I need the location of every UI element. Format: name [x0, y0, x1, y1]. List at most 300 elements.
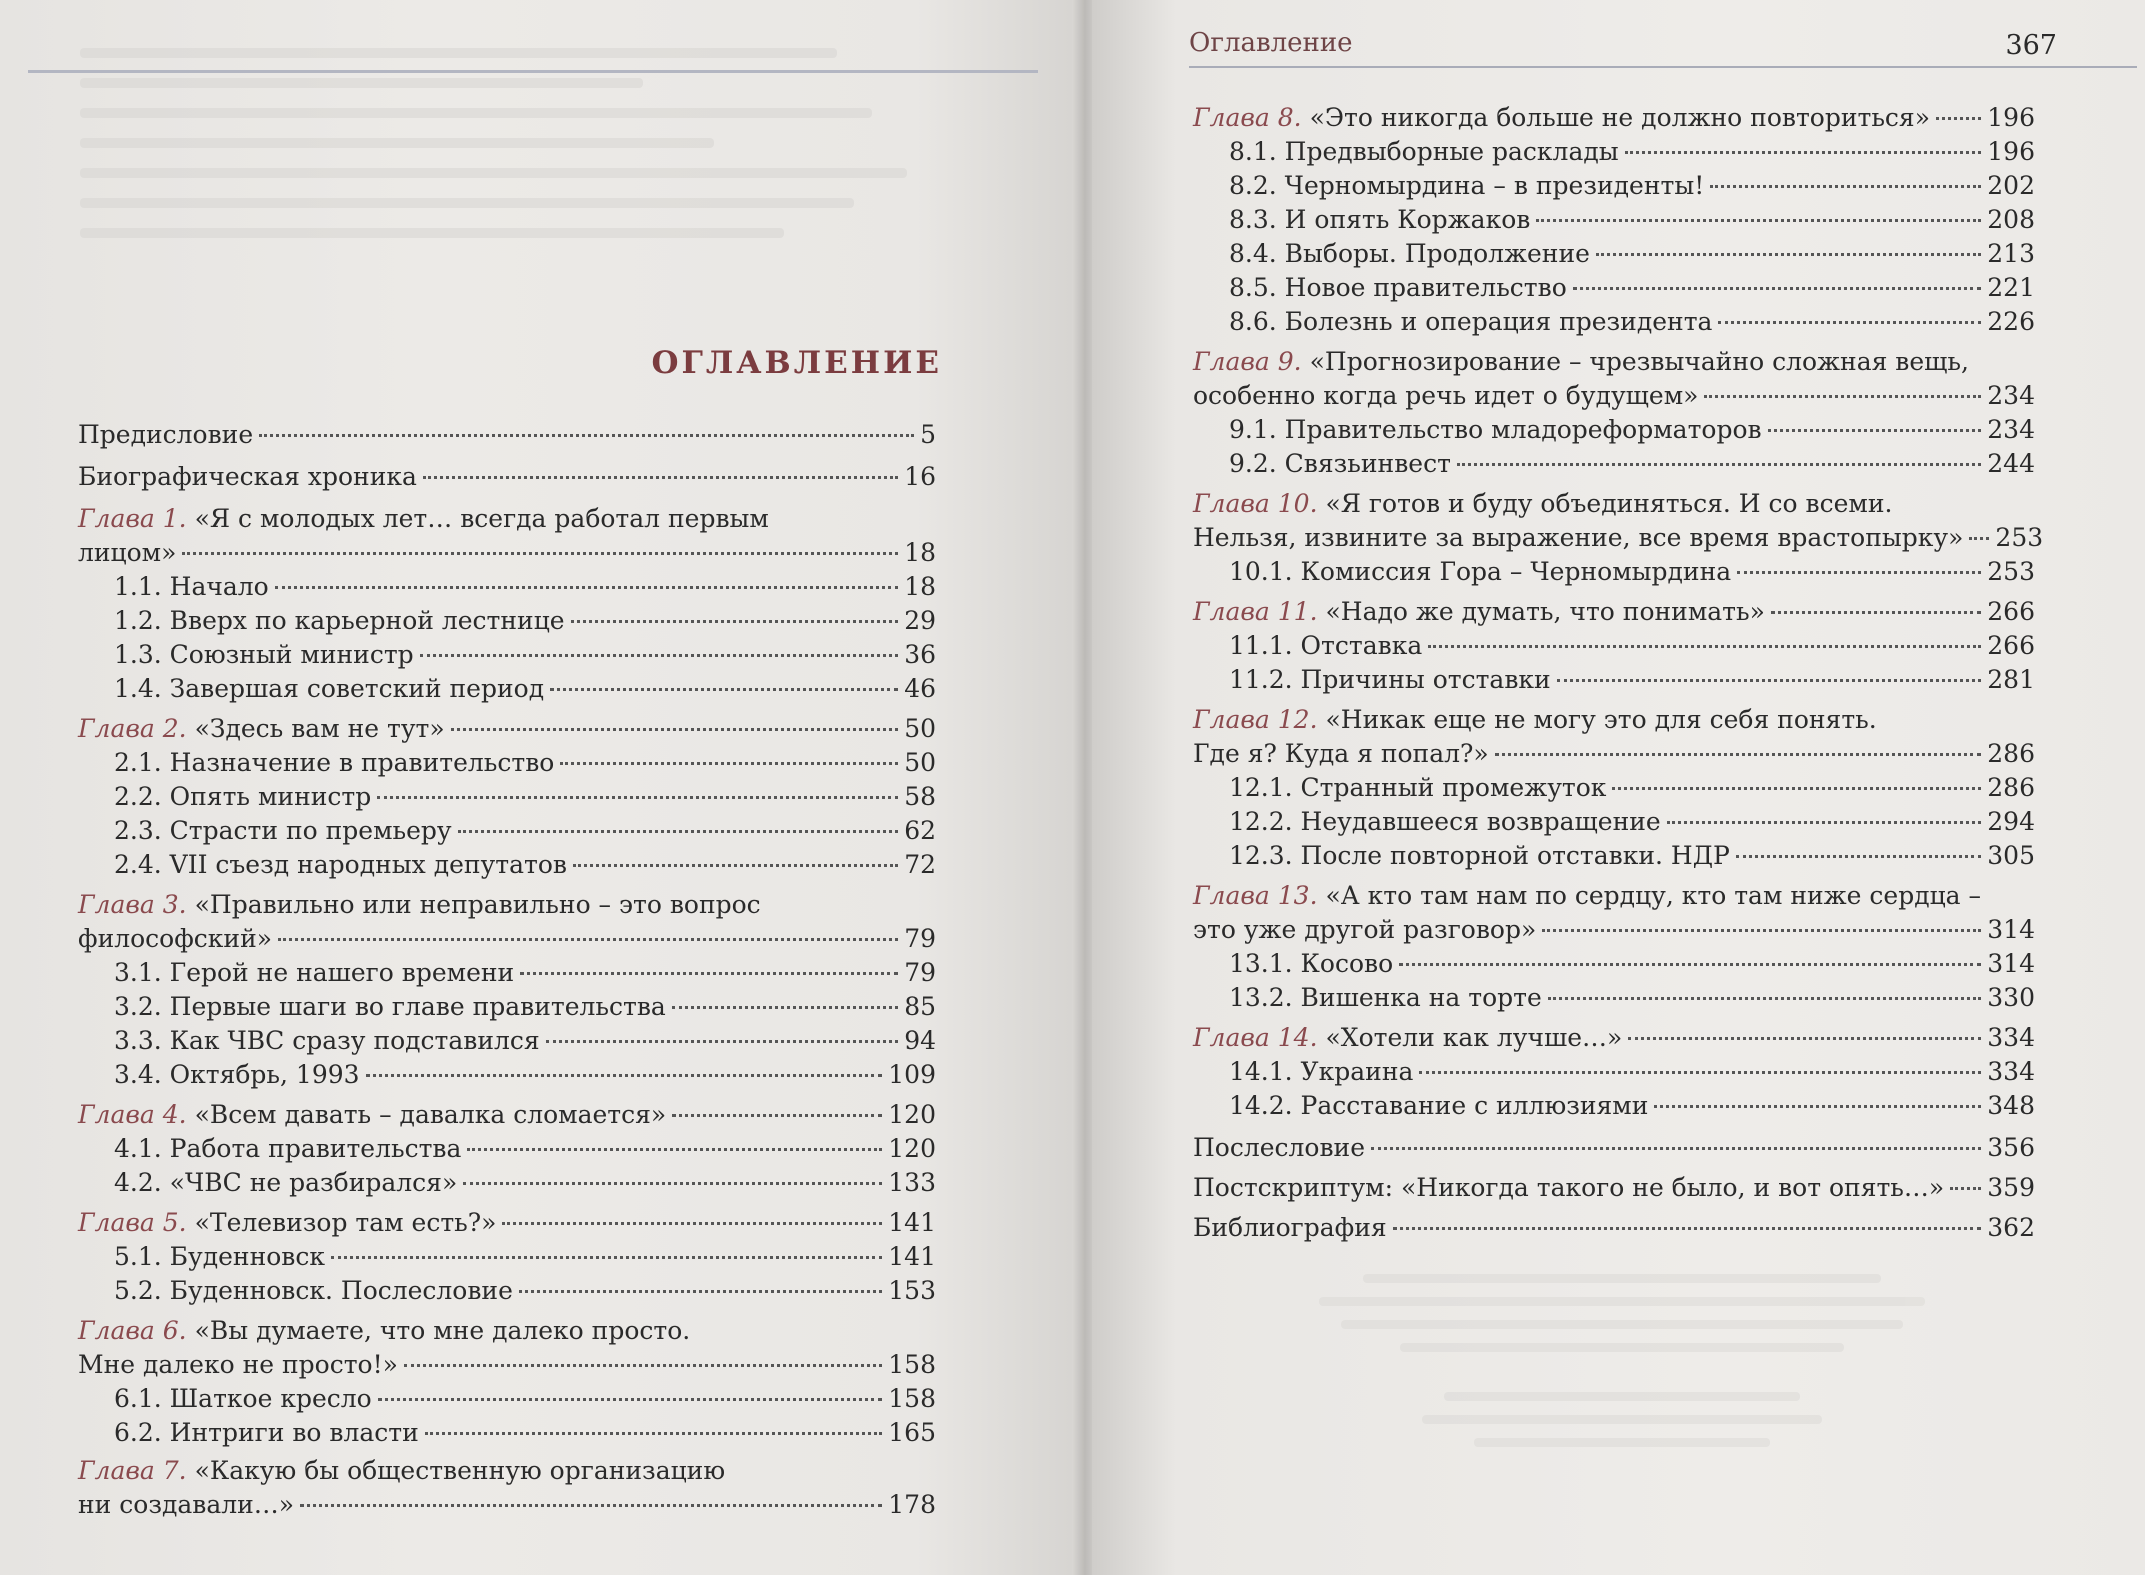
toc-chapter-entry: [1193, 703, 2035, 771]
dot-leader: [1628, 1037, 1981, 1040]
toc-chapter-text: [78, 1098, 666, 1132]
entry-title: Библиография: [1193, 1213, 1387, 1242]
entry-title: 11.1. Отставка: [1229, 631, 1423, 660]
toc-line: [114, 990, 936, 1024]
page-number: 36: [904, 640, 936, 669]
page-number: 178: [888, 1490, 936, 1519]
page-number: 266: [1987, 597, 2035, 626]
toc-chapter-entry: [1193, 879, 2035, 947]
chapter-label: Глава 6.: [78, 1316, 187, 1345]
entry-title: 4.2. «ЧВС не разбирался»: [114, 1168, 458, 1197]
entry-title: Биографическая хроника: [78, 462, 417, 491]
dot-leader: [1393, 1227, 1982, 1230]
entry-title: 1.4. Завершая советский период: [114, 674, 545, 703]
dot-leader: [1596, 253, 1981, 256]
toc-chapter-line: [78, 1488, 936, 1522]
entry-title: 1.2. Вверх по карьерной лестнице: [114, 606, 565, 635]
dot-leader: [1654, 1105, 1981, 1108]
chapter-label: Глава 9.: [1193, 347, 1302, 376]
entry-title: 5.2. Буденновск. Послесловие: [114, 1276, 513, 1305]
page-number: 85: [904, 992, 936, 1021]
page-number: 50: [904, 748, 936, 777]
page-number: 266: [1987, 631, 2035, 660]
entry-title: 11.2. Причины отставки: [1229, 665, 1551, 694]
toc-chapter-line: [1193, 913, 2035, 947]
toc-section-entry: [78, 1416, 936, 1450]
chapter-title: «Правильно или неправильно – это вопрос: [194, 890, 761, 919]
dot-leader: [1718, 321, 1981, 324]
chapter-label: Глава 5.: [78, 1208, 187, 1237]
right-page: [1092, 0, 2145, 1575]
dot-leader: [1737, 571, 1981, 574]
entry-title: 6.2. Интриги во власти: [114, 1418, 419, 1447]
toc-chapter-entry: [1193, 595, 2035, 629]
chapter-label: Глава 2.: [78, 714, 187, 743]
chapter-title: «Здесь вам не тут»: [194, 714, 445, 743]
dot-leader: [550, 688, 898, 691]
toc-chapter-text: [78, 1206, 496, 1240]
dot-leader: [1768, 429, 1982, 432]
entry-title: 12.2. Неудавшееся возвращение: [1229, 807, 1661, 836]
toc-entry: [1193, 1171, 2035, 1205]
toc-line: [1229, 271, 2035, 305]
toc-section-entry: [78, 956, 936, 990]
header-rule: [28, 70, 1038, 73]
page-number: 141: [888, 1242, 936, 1271]
dot-leader: [571, 620, 899, 623]
entry-title: 14.1. Украина: [1229, 1057, 1414, 1086]
toc-chapter-text: [1193, 101, 1930, 135]
toc-line: [1229, 947, 2035, 981]
chapter-label: Глава 13.: [1193, 881, 1318, 910]
chapter-title: «Какую бы общественную организацию: [194, 1456, 726, 1485]
page-number: 286: [1987, 773, 2035, 802]
toc-chapter-entry: [78, 1314, 936, 1382]
toc-chapter-text: [78, 536, 176, 570]
entry-title: 8.5. Новое правительство: [1229, 273, 1567, 302]
page-number: 158: [888, 1350, 936, 1379]
page-number: 50: [904, 714, 936, 743]
toc-section-entry: [78, 746, 936, 780]
page-number: 109: [888, 1060, 936, 1089]
toc-chapter-line: [78, 1206, 936, 1240]
chapter-label: Глава 1.: [78, 504, 187, 533]
toc-line: [78, 460, 936, 494]
chapter-label: Глава 4.: [78, 1100, 187, 1129]
toc-section-entry: [1193, 981, 2035, 1015]
entry-title: 12.3. После повторной отставки. НДР: [1229, 841, 1730, 870]
page-number: 281: [1987, 665, 2035, 694]
dot-leader: [366, 1074, 883, 1077]
chapter-title: ни создавали…»: [78, 1490, 295, 1519]
toc-line: [1229, 135, 2035, 169]
entry-title: 3.3. Как ЧВС сразу подставился: [114, 1026, 540, 1055]
toc-chapter-line: [1193, 101, 2035, 135]
toc-chapter-line: [1193, 487, 2035, 521]
dot-leader: [573, 864, 898, 867]
chapter-title: это уже другой разговор»: [1193, 915, 1537, 944]
entry-title: 4.1. Работа правительства: [114, 1134, 462, 1163]
toc-entry: [1193, 1211, 2035, 1245]
dot-leader: [1557, 679, 1982, 682]
dot-leader: [1667, 821, 1982, 824]
entry-title: 8.6. Болезнь и операция президента: [1229, 307, 1713, 336]
toc-section-entry: [1193, 1089, 2035, 1123]
page-number: 213: [1987, 239, 2035, 268]
toc-section-entry: [78, 1382, 936, 1416]
toc-section-entry: [1193, 555, 2035, 589]
toc-chapter-line: [78, 888, 936, 922]
toc-line: [1229, 1089, 2035, 1123]
page-number: 16: [904, 462, 936, 491]
dot-leader: [420, 654, 899, 657]
page-number: 244: [1987, 449, 2035, 478]
toc-line: [1229, 839, 2035, 873]
toc-title: ОГЛАВЛЕНИЕ: [651, 345, 942, 381]
page-number: 286: [1987, 739, 2035, 768]
bleed-through-text: [80, 28, 960, 378]
toc-chapter-line: [78, 922, 936, 956]
page-number: 330: [1987, 983, 2035, 1012]
toc-line: [114, 1058, 936, 1092]
toc-section-entry: [1193, 305, 2035, 339]
page-number: 72: [904, 850, 936, 879]
toc-chapter-text: [78, 922, 272, 956]
toc-chapter-entry: [78, 502, 936, 570]
toc-section-entry: [1193, 447, 2035, 481]
toc-line: [1229, 413, 2035, 447]
toc-chapter-entry: [78, 712, 936, 746]
chapter-label: Глава 8.: [1193, 103, 1302, 132]
page-number: 58: [904, 782, 936, 811]
toc-chapter-line: [1193, 379, 2035, 413]
page-number: 305: [1987, 841, 2035, 870]
toc-entry: [78, 418, 936, 452]
page-number: 133: [888, 1168, 936, 1197]
toc-chapter-text: [78, 1488, 294, 1522]
toc-line: [114, 672, 936, 706]
toc-line: [1229, 805, 2035, 839]
toc-section-entry: [78, 1132, 936, 1166]
dot-leader: [1969, 537, 1989, 540]
page-number: 226: [1987, 307, 2035, 336]
entry-title: 3.4. Октябрь, 1993: [114, 1060, 360, 1089]
toc-chapter-line: [1193, 595, 2035, 629]
chapter-title: Нельзя, извините за выражение, все время врастопырку»: [1193, 523, 1964, 552]
chapter-title: «Хотели как лучше…»: [1325, 1023, 1623, 1052]
dot-leader: [1573, 287, 1982, 290]
toc-line: [78, 418, 936, 452]
page-number: 18: [904, 572, 936, 601]
entry-title: 3.2. Первые шаги во главе правительства: [114, 992, 666, 1021]
chapter-title: «Надо же думать, что понимать»: [1325, 597, 1765, 626]
toc-chapter-text: [1193, 489, 1892, 518]
dot-leader: [463, 1182, 882, 1185]
toc-chapter-line: [1193, 521, 2044, 555]
toc-chapter-text: [1193, 1021, 1622, 1055]
toc-line: [114, 604, 936, 638]
toc-line: [114, 780, 936, 814]
toc-chapter-line: [1193, 703, 2035, 737]
toc-line: [114, 1382, 936, 1416]
chapter-title: «Вы думаете, что мне далеко просто.: [194, 1316, 691, 1345]
toc-chapter-text: [78, 1316, 690, 1345]
toc-section-entry: [1193, 947, 2035, 981]
toc-chapter-text: [78, 504, 769, 533]
chapter-title: особенно когда речь идет о будущем»: [1193, 381, 1699, 410]
dot-leader: [275, 586, 898, 589]
toc-chapter-line: [1193, 345, 2035, 379]
dot-leader: [1371, 1147, 1981, 1150]
page-number: 334: [1987, 1057, 2035, 1086]
toc-chapter-line: [78, 1348, 936, 1382]
toc-chapter-entry: [1193, 101, 2035, 135]
toc-section-entry: [78, 1166, 936, 1200]
chapter-title: «Это никогда больше не должно повториться»: [1309, 103, 1931, 132]
toc-section-entry: [78, 990, 936, 1024]
dot-leader: [560, 762, 898, 765]
dot-leader: [672, 1114, 882, 1117]
bleed-through-text: [1252, 1260, 1992, 1461]
chapter-title: «Телевизор там есть?»: [194, 1208, 497, 1237]
chapter-title: «Никак еще не могу это для себя понять.: [1325, 705, 1877, 734]
toc-section-entry: [78, 672, 936, 706]
toc-chapter-entry: [78, 1206, 936, 1240]
toc-section-entry: [1193, 629, 2035, 663]
toc-line: [1229, 169, 2035, 203]
toc-section-entry: [1193, 203, 2035, 237]
entry-title: Послесловие: [1193, 1133, 1365, 1162]
chapter-title: Мне далеко не просто!»: [78, 1350, 398, 1379]
toc-line: [114, 570, 936, 604]
toc-section-entry: [1193, 271, 2035, 305]
toc-chapter-line: [78, 1098, 936, 1132]
dot-leader: [1771, 611, 1981, 614]
dot-leader: [1419, 1071, 1981, 1074]
toc-line: [1229, 981, 2035, 1015]
toc-section-entry: [1193, 1055, 2035, 1089]
toc-chapter-text: [1193, 347, 1969, 376]
toc-line: [114, 1240, 936, 1274]
dot-leader: [1399, 963, 1981, 966]
toc-section-entry: [1193, 413, 2035, 447]
toc-section-entry: [1193, 663, 2035, 697]
toc-line: [1229, 663, 2035, 697]
page-number: 253: [1995, 523, 2044, 552]
header-rule: [1189, 66, 2137, 68]
page-number: 46: [904, 674, 936, 703]
toc-section-entry: [78, 1240, 936, 1274]
dot-leader: [300, 1504, 882, 1507]
page-number: 202: [1987, 171, 2035, 200]
toc-chapter-text: [78, 712, 445, 746]
entry-title: 2.1. Назначение в правительство: [114, 748, 555, 777]
entry-title: Предисловие: [78, 420, 254, 449]
toc-chapter-line: [78, 502, 936, 536]
toc-section-entry: [1193, 839, 2035, 873]
toc-right-column: [1193, 101, 2044, 1245]
toc-line: [1229, 771, 2035, 805]
page-number: 362: [1987, 1213, 2035, 1242]
entry-title: 10.1. Комиссия Гора – Черномырдина: [1229, 557, 1732, 586]
entry-title: 2.3. Страсти по премьеру: [114, 816, 452, 845]
toc-chapter-line: [78, 536, 936, 570]
page-number: 253: [1987, 557, 2035, 586]
toc-line: [1229, 305, 2035, 339]
page-number: 234: [1987, 381, 2035, 410]
toc-chapter-entry: [1193, 345, 2035, 413]
chapter-title: лицом»: [78, 538, 177, 567]
chapter-title: «А кто там нам по сердцу, кто там ниже сердца –: [1325, 881, 1982, 910]
entry-title: 9.1. Правительство младореформаторов: [1229, 415, 1762, 444]
running-head: Оглавление: [1189, 28, 1353, 58]
page-number: 221: [1987, 273, 2035, 302]
page-number: 196: [1987, 103, 2035, 132]
toc-section-entry: [78, 638, 936, 672]
page-number: 5: [920, 420, 936, 449]
entry-title: 2.4. VII съезд народных депутатов: [114, 850, 567, 879]
toc-section-entry: [1193, 771, 2035, 805]
toc-chapter-text: [1193, 913, 1536, 947]
dot-leader: [520, 972, 898, 975]
dot-leader: [451, 728, 899, 731]
toc-chapter-line: [78, 712, 936, 746]
toc-chapter-text: [1193, 737, 1489, 771]
page-number: 208: [1987, 205, 2035, 234]
toc-entry: [78, 460, 936, 494]
toc-line: [1229, 629, 2035, 663]
entry-title: 8.4. Выборы. Продолжение: [1229, 239, 1590, 268]
page-number: 234: [1987, 415, 2035, 444]
toc-chapter-text: [1193, 881, 1981, 910]
dot-leader: [404, 1364, 882, 1367]
toc-chapter-entry: [78, 1098, 936, 1132]
dot-leader: [378, 1398, 883, 1401]
dot-leader: [278, 938, 898, 941]
entry-title: 6.1. Шаткое кресло: [114, 1384, 372, 1413]
toc-chapter-text: [1193, 705, 1877, 734]
toc-left-column: [78, 418, 936, 1522]
entry-title: 13.1. Косово: [1229, 949, 1394, 978]
toc-line: [114, 1132, 936, 1166]
toc-chapter-line: [1193, 737, 2035, 771]
dot-leader: [1704, 395, 1981, 398]
toc-line: [1229, 447, 2035, 481]
toc-line: [1229, 237, 2035, 271]
dot-leader: [546, 1040, 899, 1043]
dot-leader: [1495, 753, 1982, 756]
page-number: 196: [1987, 137, 2035, 166]
dot-leader: [519, 1290, 882, 1293]
entry-title: Постскриптум: «Никогда такого не было, и вот опять…»: [1193, 1173, 1945, 1202]
toc-line: [114, 956, 936, 990]
dot-leader: [672, 1006, 898, 1009]
page-number: 79: [904, 924, 936, 953]
page-number: 165: [888, 1418, 936, 1447]
toc-section-entry: [78, 604, 936, 638]
page-number: 356: [1987, 1133, 2035, 1162]
chapter-title: «Прогнозирование – чрезвычайно сложная вещь,: [1309, 347, 1969, 376]
page-number: 359: [1987, 1173, 2035, 1202]
toc-line: [114, 1274, 936, 1308]
toc-chapter-line: [1193, 879, 2035, 913]
entry-title: 9.2. Связьинвест: [1229, 449, 1451, 478]
toc-line: [114, 814, 936, 848]
toc-line: [114, 848, 936, 882]
toc-chapter-entry: [1193, 487, 2044, 555]
dot-leader: [1625, 151, 1982, 154]
page-number: 29: [904, 606, 936, 635]
toc-entry: [1193, 1131, 2035, 1165]
dot-leader: [467, 1148, 882, 1151]
entry-title: 8.2. Черномырдина – в президенты!: [1229, 171, 1705, 200]
toc-section-entry: [78, 848, 936, 882]
dot-leader: [1536, 219, 1981, 222]
toc-chapter-text: [78, 1456, 725, 1485]
entry-title: 12.1. Странный промежуток: [1229, 773, 1607, 802]
toc-line: [114, 1166, 936, 1200]
dot-leader: [1542, 929, 1981, 932]
page-number: 294: [1987, 807, 2035, 836]
toc-section-entry: [78, 780, 936, 814]
chapter-title: «Всем давать – давалка сломается»: [194, 1100, 667, 1129]
toc-line: [114, 746, 936, 780]
chapter-title: «Я готов и буду объединяться. И со всеми.: [1325, 489, 1893, 518]
entry-title: 1.1. Начало: [114, 572, 269, 601]
toc-section-entry: [78, 1058, 936, 1092]
toc-line: [1193, 1131, 2035, 1165]
toc-line: [1229, 1055, 2035, 1089]
entry-title: 1.3. Союзный министр: [114, 640, 414, 669]
page-number: 141: [888, 1208, 936, 1237]
page-number: 18: [904, 538, 936, 567]
toc-chapter-line: [1193, 1021, 2035, 1055]
toc-section-entry: [1193, 805, 2035, 839]
chapter-label: Глава 12.: [1193, 705, 1318, 734]
dot-leader: [458, 830, 899, 833]
toc-line: [114, 1024, 936, 1058]
chapter-label: Глава 10.: [1193, 489, 1318, 518]
page-number: 158: [888, 1384, 936, 1413]
toc-chapter-text: [78, 890, 761, 919]
toc-line: [114, 638, 936, 672]
chapter-title: «Я с молодых лет… всегда работал первым: [194, 504, 769, 533]
toc-chapter-entry: [78, 1454, 936, 1522]
toc-section-entry: [1193, 237, 2035, 271]
page-number: 334: [1987, 1023, 2035, 1052]
page-number: 62: [904, 816, 936, 845]
chapter-label: Глава 14.: [1193, 1023, 1318, 1052]
toc-section-entry: [78, 1274, 936, 1308]
toc-section-entry: [1193, 135, 2035, 169]
entry-title: 3.1. Герой не нашего времени: [114, 958, 515, 987]
dot-leader: [423, 476, 898, 479]
page-number: 314: [1987, 915, 2035, 944]
dot-leader: [1936, 117, 1981, 120]
toc-section-entry: [78, 814, 936, 848]
entry-title: 13.2. Вишенка на торте: [1229, 983, 1542, 1012]
entry-title: 8.3. И опять Коржаков: [1229, 205, 1531, 234]
chapter-label: Глава 7.: [78, 1456, 187, 1485]
entry-title: 5.1. Буденновск: [114, 1242, 325, 1271]
page-number: 120: [888, 1100, 936, 1129]
toc-line: [1229, 555, 2035, 589]
chapter-title: философский»: [78, 924, 273, 953]
dot-leader: [502, 1222, 882, 1225]
toc-chapter-text: [1193, 379, 1698, 413]
dot-leader: [1710, 185, 1981, 188]
toc-chapter-entry: [78, 888, 936, 956]
